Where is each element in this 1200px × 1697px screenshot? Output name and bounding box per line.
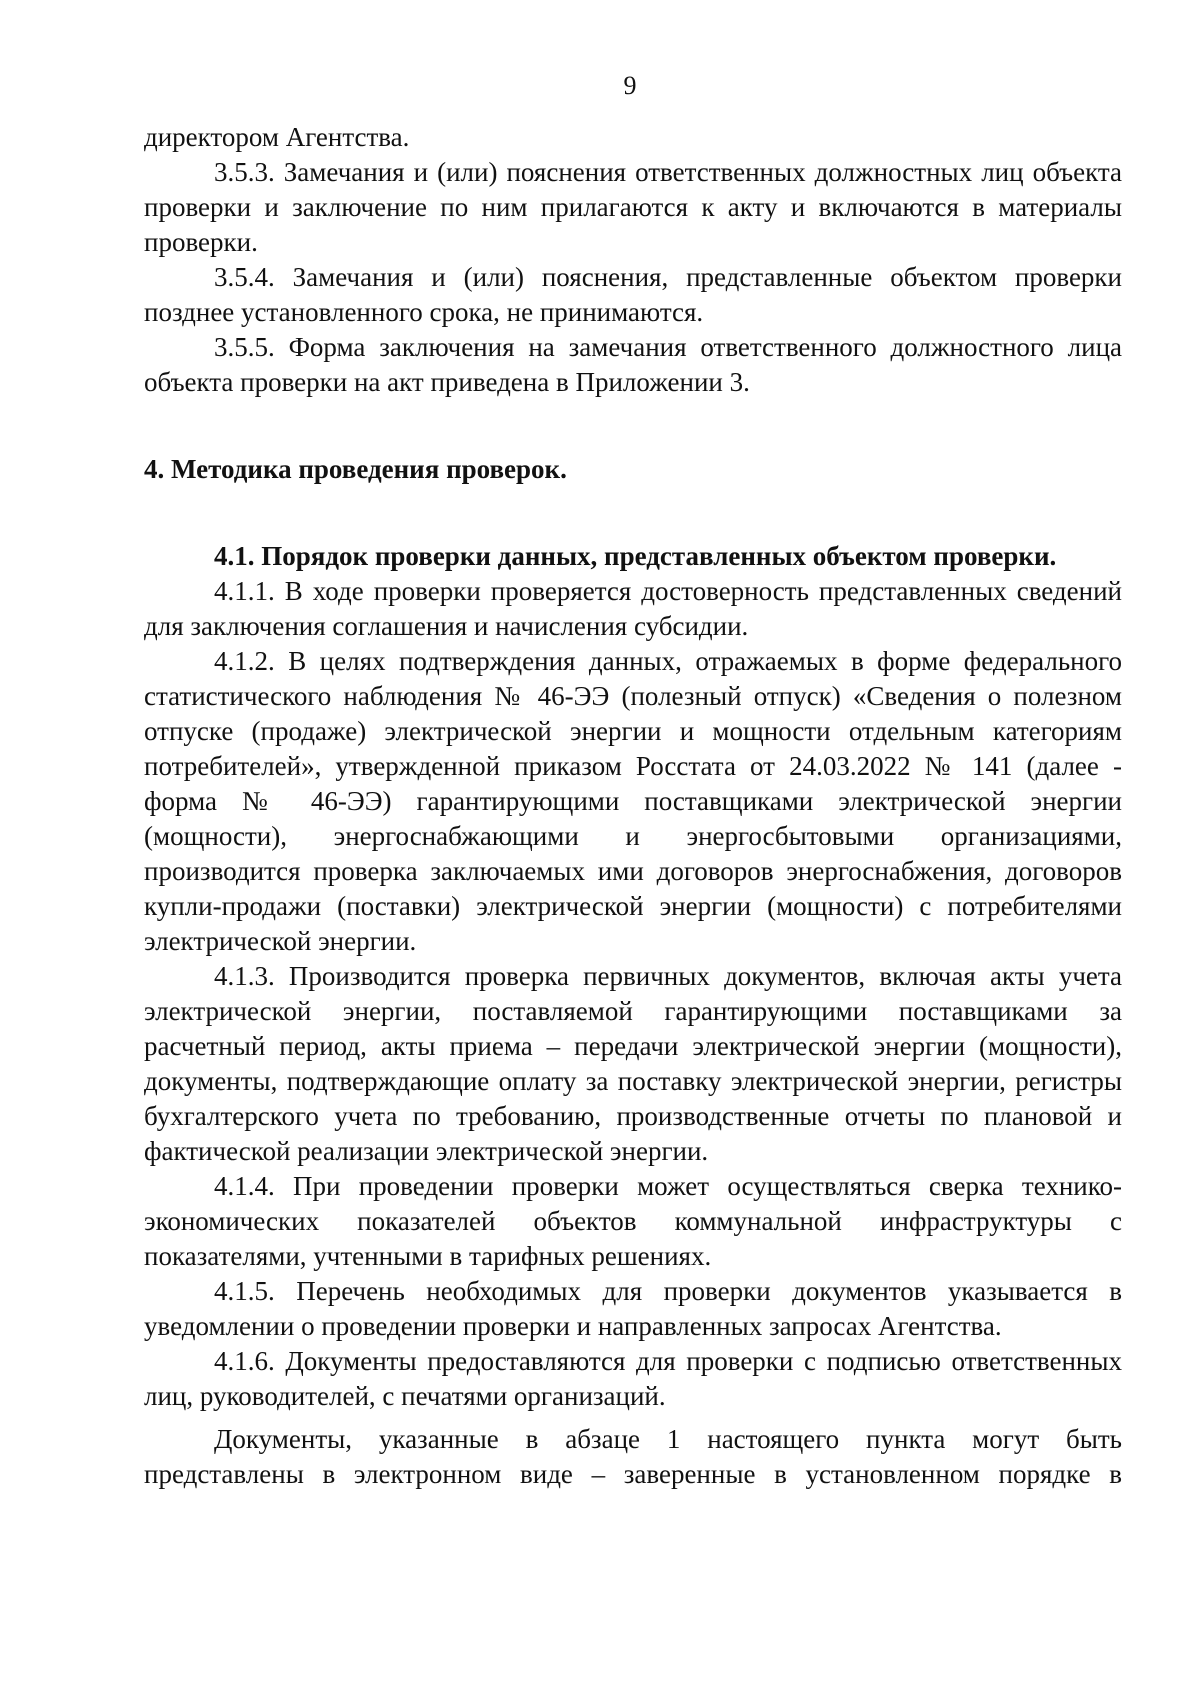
section-title: 4. Методика проведения проверок. — [144, 454, 567, 484]
paragraph-gap — [144, 1414, 1122, 1422]
paragraph-continuation: директором Агентства. — [144, 122, 410, 152]
page-number: 9 — [623, 71, 637, 100]
paragraph-4-1-3: 4.1.3. Производится проверка первичных документов, включая акты учета электрической энергии, поставляемой гарантирующими поставщиками за расчетный период, акты приема – передачи электрической энергии (мощности), документы, подтверждающие оплату за поставку электрической энергии, регистры бухгалтерского учета по требованию, производственные отчеты по плановой и фактической реализации электрической энергии. — [144, 961, 1122, 1166]
document-body — [144, 120, 1122, 1492]
paragraph-3-5-4: 3.5.4. Замечания и (или) пояснения, представленные объектом проверки позднее установленного срока, не принимаются. — [144, 262, 1122, 327]
paragraph-4-1-2: 4.1.2. В целях подтверждения данных, отражаемых в форме федерального статистического наблюдения № 46-ЭЭ (полезный отпуск) «Сведения о полезном отпуске (продаже) электрической энергии и мощности отдельным категориям потребителей», утвержденной приказом Росстата от 24.03.2022 № 141 (далее - форма № 46-ЭЭ) гарантирующими поставщиками электрической энергии (мощности), энергоснабжающими и энергосбытовыми организациями, производится проверка заключаемых ими договоров энергоснабжения, договоров купли-продажи (поставки) электрической энергии (мощности) с потребителями электрической энергии. — [144, 646, 1122, 956]
subsection-title: 4.1. Порядок проверки данных, представленных объектом проверки. — [214, 541, 1057, 571]
paragraph-4-1-6: 4.1.6. Документы предоставляются для проверки с подписью ответственных лиц, руководителей, с печатями организаций. — [144, 1346, 1122, 1411]
paragraph-3-5-3: 3.5.3. Замечания и (или) пояснения ответственных должностных лиц объекта проверки и заключение по ним прилагаются к акту и включаются в материалы проверки. — [144, 157, 1122, 257]
paragraph-4-1-5: 4.1.5. Перечень необходимых для проверки документов указывается в уведомлении о проведении проверки и направленных запросах Агентства. — [144, 1276, 1122, 1341]
paragraph-documents-electronic: Документы, указанные в абзаце 1 настоящего пункта могут быть представлены в электронном виде – заверенные в установленном порядке в — [144, 1424, 1122, 1489]
paragraph-4-1-4: 4.1.4. При проведении проверки может осуществляться сверка технико-экономических показателей объектов коммунальной инфраструктуры с показателями, учтенными в тарифных решениях. — [144, 1171, 1122, 1271]
paragraph-3-5-5: 3.5.5. Форма заключения на замечания ответственного должностного лица объекта проверки на акт приведена в Приложении 3. — [144, 332, 1122, 397]
paragraph-4-1-1: 4.1.1. В ходе проверки проверяется достоверность представленных сведений для заключения соглашения и начисления субсидии. — [144, 576, 1122, 641]
